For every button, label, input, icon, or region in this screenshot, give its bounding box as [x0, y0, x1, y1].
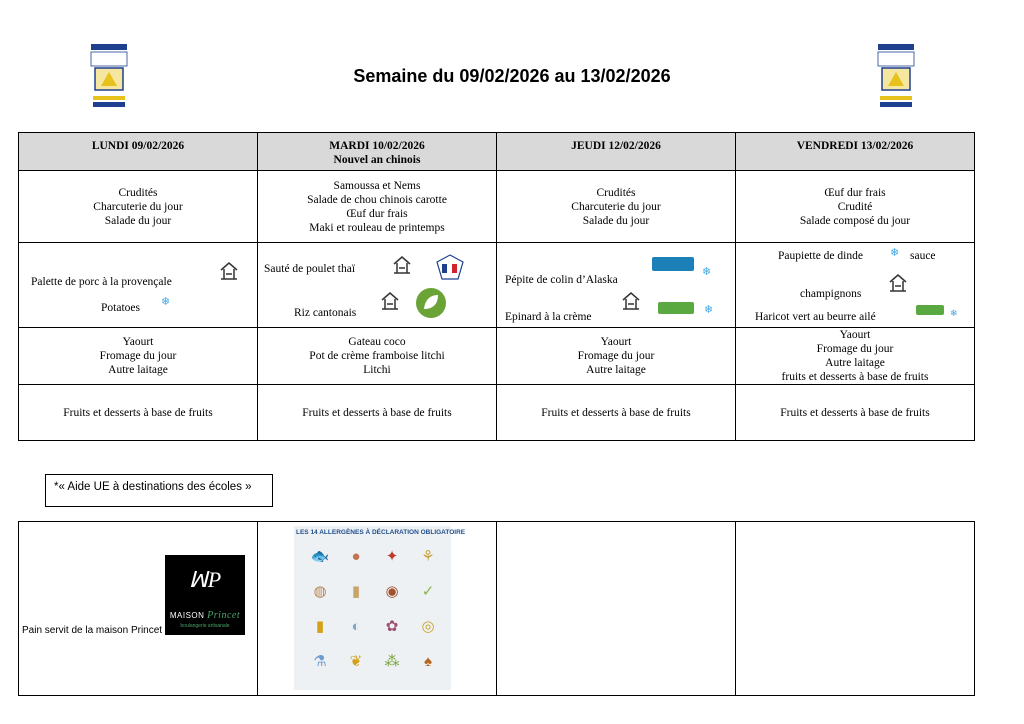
menu-item: Palette de porc à la provençale	[31, 276, 172, 288]
day-label: JEUDI 12/02/2026	[571, 140, 661, 152]
french-poultry-icon	[436, 254, 464, 280]
day-label: VENDREDI 13/02/2026	[796, 140, 914, 152]
day-label: LUNDI 09/02/2026	[91, 140, 185, 152]
princet-logo-name	[165, 610, 245, 621]
menu-item: Salade du jour	[104, 214, 172, 227]
allergen-crustacean-icon: ✦	[385, 549, 399, 565]
allergen-milk-icon: ▮	[351, 584, 361, 600]
menu-item: Fromage du jour	[577, 350, 655, 362]
empty-cell	[497, 522, 736, 696]
menu-item: Autre laitage	[586, 364, 646, 376]
allergen-mustard-icon: ▮	[315, 619, 325, 635]
house-made-icon	[392, 255, 412, 275]
menu-item: Potatoes	[101, 302, 140, 314]
starter-cell-mardi	[258, 171, 497, 243]
allergen-mollusc-icon: ◐	[351, 619, 361, 635]
bread-supplier-text: Pain servit de la maison Princet	[22, 625, 163, 636]
menu-item: Epinard à la crème	[505, 311, 592, 323]
menu-item: champignons	[800, 288, 862, 300]
allergen-sulphite-icon: ⚗	[313, 654, 327, 670]
allergen-title: LES 14 ALLERGÈNES À DÉCLARATION OBLIGATOIRE	[296, 529, 466, 536]
house-made-icon	[380, 291, 400, 311]
princet-monogram-icon: ꟽP	[188, 567, 222, 592]
princet-name: MAISON	[169, 611, 205, 620]
menu-item: Salade composé du jour	[799, 214, 911, 227]
main-cell-vendredi	[736, 243, 975, 328]
allergen-fish-icon: 🐟	[310, 549, 330, 565]
menu-item: Samoussa et Nems	[333, 179, 421, 192]
menu-item: Pépite de colin d’Alaska	[505, 274, 618, 286]
menu-item: Maki et rouleau de printemps	[309, 221, 445, 234]
maison-princet-logo	[165, 555, 245, 635]
page-title: Semaine du 09/02/2026 au 13/02/2026	[353, 66, 671, 86]
certification-badge-icon	[916, 305, 944, 315]
starter-cell-lundi	[19, 171, 258, 243]
allergen-cell	[258, 522, 497, 696]
allergen-mushroom-icon: ♠	[424, 654, 432, 670]
menu-item: Riz cantonais	[294, 307, 357, 319]
menu-item: Crudités	[118, 186, 158, 199]
allergen-egg-icon: ●	[351, 549, 361, 565]
menu-item: Litchi	[363, 364, 391, 376]
day-header-vendredi	[736, 133, 975, 171]
menu-item: Œuf dur frais	[824, 186, 886, 199]
fruit-cell-jeudi: Fruits et desserts à base de fruits	[497, 385, 736, 441]
menu-item: Pot de crème framboise litchi	[309, 350, 445, 362]
menu-item: Salade de chou chinois carotte	[307, 193, 447, 206]
princet-subtitle: boulangerie artisanale	[180, 623, 230, 629]
main-cell-lundi	[19, 243, 258, 328]
menu-item: Autre laitage	[825, 357, 885, 369]
menu-item: Yaourt	[600, 336, 632, 348]
day-sublabel: Nouvel an chinois	[333, 154, 421, 166]
house-made-icon	[621, 291, 641, 311]
menu-item: Fromage du jour	[816, 343, 894, 355]
menu-item: Fromage du jour	[99, 350, 177, 362]
allergen-nut-icon: ◉	[385, 584, 399, 600]
house-made-icon	[219, 261, 239, 281]
allergen-peanut-icon: ◍	[313, 584, 327, 600]
menu-item: Yaourt	[839, 329, 871, 341]
allergen-grain-icon: ❦	[349, 654, 363, 670]
empty-cell	[736, 522, 975, 696]
allergen-gluten-icon: ⚘	[421, 549, 435, 565]
menu-item: Œuf dur frais	[346, 207, 408, 220]
menu-item: Yaourt	[122, 336, 154, 348]
dairy-cell-vendredi	[736, 328, 975, 385]
day-label: MARDI 10/02/2026	[329, 140, 425, 152]
bottom-table	[18, 521, 975, 696]
dairy-cell-lundi	[19, 328, 258, 385]
menu-item: Haricot vert au beurre ailé	[755, 311, 876, 323]
day-header-jeudi	[497, 133, 736, 171]
frozen-icon: ❄	[890, 247, 900, 259]
fruit-cell-lundi: Fruits et desserts à base de fruits	[19, 385, 258, 441]
menu-item: Charcuterie du jour	[571, 200, 661, 213]
house-made-icon	[888, 273, 908, 293]
day-header-lundi	[19, 133, 258, 171]
starter-cell-vendredi	[736, 171, 975, 243]
princet-name2: Princet	[207, 610, 241, 621]
menu-item: Crudités	[596, 186, 636, 199]
dairy-cell-mardi	[258, 328, 497, 385]
dairy-cell-jeudi	[497, 328, 736, 385]
menu-item: Sauté de poulet thaï	[264, 263, 356, 275]
day-header-mardi	[258, 133, 497, 171]
allergen-grid	[302, 548, 446, 688]
frozen-icon: ❄	[702, 266, 712, 278]
frozen-icon: ❄	[950, 308, 958, 318]
menu-item: fruits et desserts à base de fruits	[781, 371, 929, 383]
frozen-icon: ❄	[704, 304, 714, 316]
menu-item: Charcuterie du jour	[93, 200, 183, 213]
fruit-cell-mardi: Fruits et desserts à base de fruits	[258, 385, 497, 441]
fruit-cell-vendredi: Fruits et desserts à base de fruits	[736, 385, 975, 441]
menu-item: Autre laitage	[108, 364, 168, 376]
allergen-soy-icon: ⁂	[384, 654, 400, 670]
menu-item: Salade du jour	[582, 214, 650, 227]
starter-cell-jeudi	[497, 171, 736, 243]
menu-item: Gateau coco	[348, 336, 406, 348]
main-cell-jeudi	[497, 243, 736, 328]
menu-item: Crudité	[837, 200, 873, 213]
bread-cell	[19, 522, 258, 696]
eu-aid-note: *« Aide UE à destinations des écoles »	[45, 474, 273, 507]
menu-item: sauce	[910, 250, 936, 262]
allergen-sesame-icon: ✿	[385, 619, 399, 635]
menu-item: Paupiette de dinde	[778, 250, 863, 262]
allergen-lupin-icon: ◎	[421, 619, 435, 635]
vegetarian-icon	[415, 287, 447, 319]
main-cell-mardi	[258, 243, 497, 328]
menu-table	[18, 132, 975, 441]
frozen-icon: ❄	[161, 296, 171, 308]
certification-badge-icon	[658, 302, 694, 314]
msc-label-icon	[652, 257, 694, 271]
allergen-celery-icon: ✓	[421, 584, 435, 600]
allergen-poster	[294, 526, 466, 690]
